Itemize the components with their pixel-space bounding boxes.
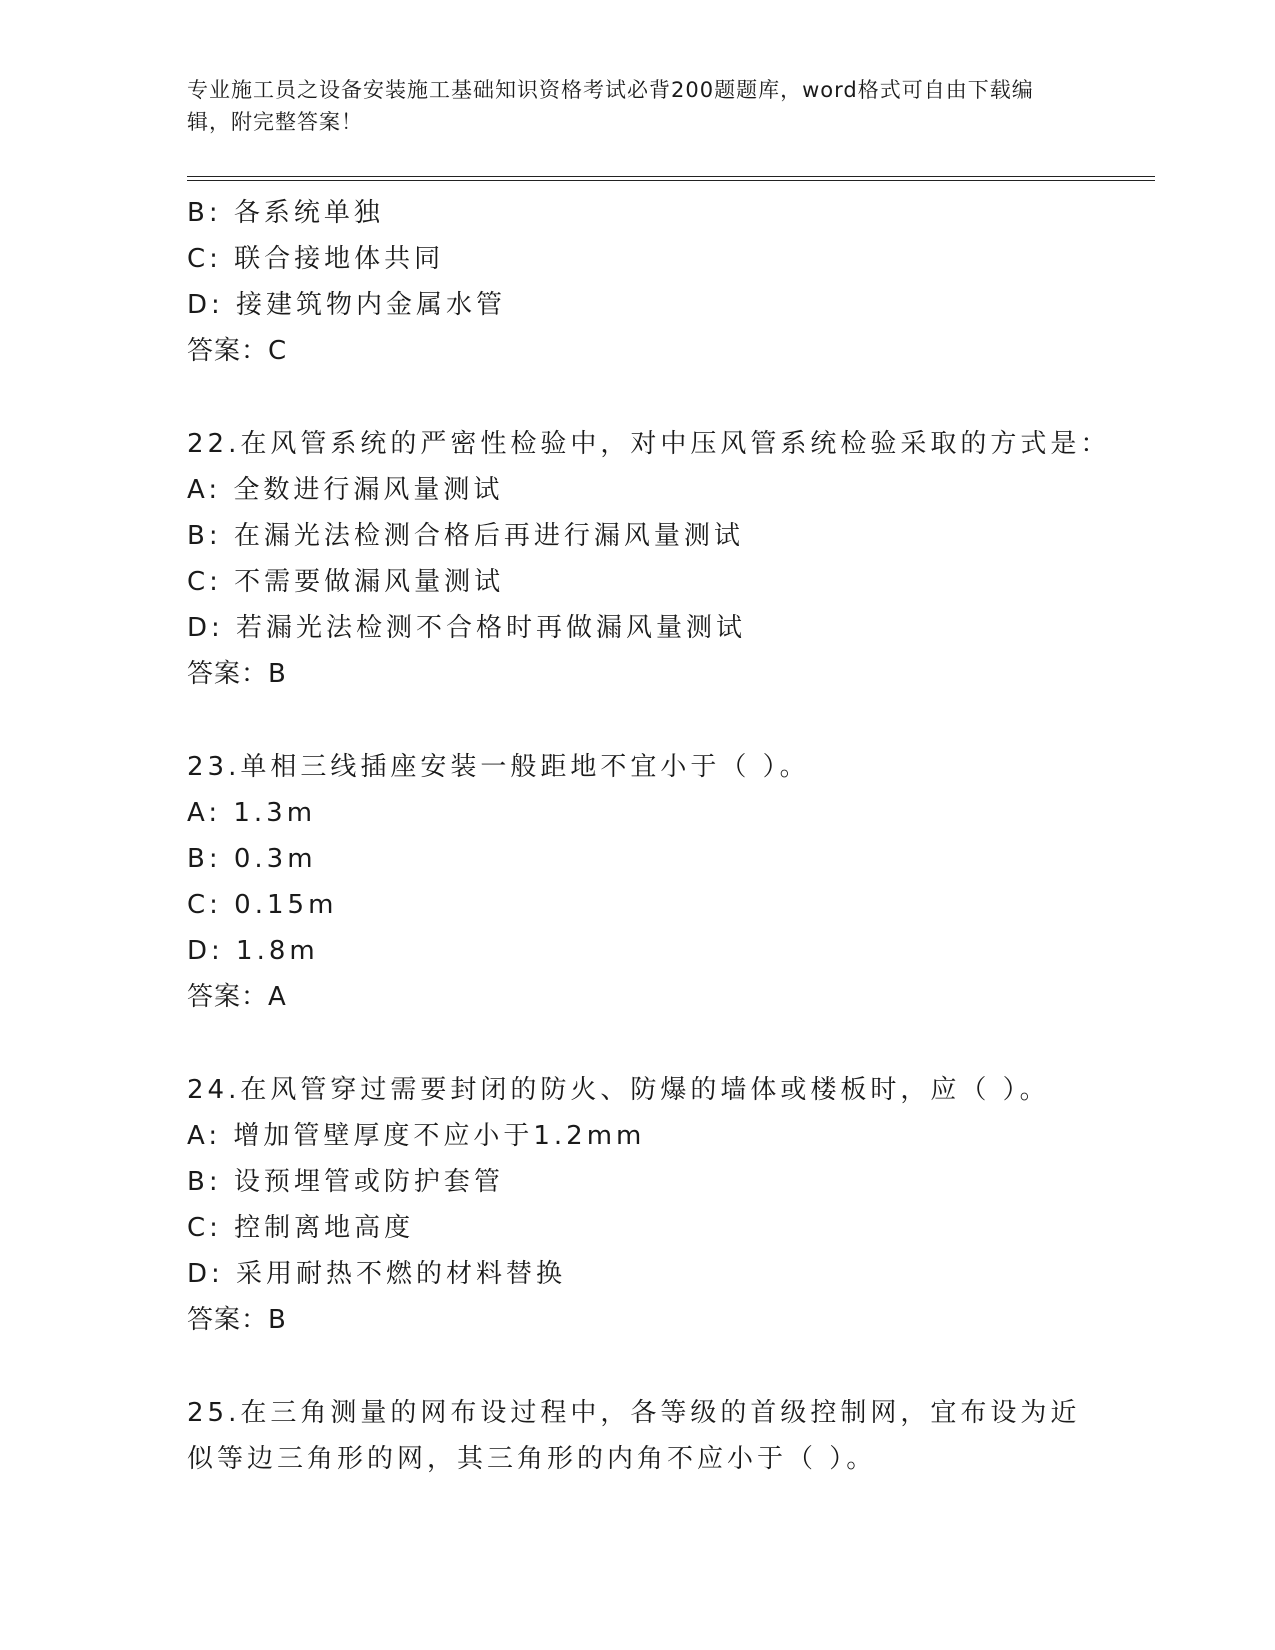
- header-divider: [187, 176, 1155, 181]
- option-b: B: 设预埋管或防护套管: [187, 1167, 504, 1197]
- option-c: C: 控制离地高度: [187, 1213, 415, 1243]
- question-block: [187, 1390, 1087, 1482]
- question-block: [187, 744, 1087, 1020]
- question-list: [187, 190, 1111, 1482]
- question-text: 24.在风管穿过需要封闭的防火、防爆的墙体或楼板时，应（ ）。: [187, 1075, 1050, 1105]
- option-b: B: 在漏光法检测合格后再进行漏风量测试: [187, 521, 744, 551]
- continued-question-block: [187, 190, 1087, 374]
- answer-line: 答案：B: [187, 659, 287, 689]
- option-c: C: 联合接地体共同: [187, 244, 445, 274]
- question-text: 25.在三角测量的网布设过程中，各等级的首级控制网，宜布设为近似等边三角形的网，其三角形的内角不应小于（ ）。: [187, 1398, 1081, 1474]
- answer-line: 答案：C: [187, 336, 288, 366]
- option-d: D: 接建筑物内金属水管: [187, 290, 507, 320]
- document-header: 专业施工员之设备安装施工基础知识资格考试必背200题题库，word格式可自由下载编辑，附完整答案！: [187, 78, 1034, 134]
- option-b: B: 0.3m: [187, 844, 317, 874]
- question-text: 23.单相三线插座安装一般距地不宜小于（ ）。: [187, 752, 810, 782]
- option-a: A: 增加管壁厚度不应小于1.2mm: [187, 1121, 646, 1151]
- option-c: C: 不需要做漏风量测试: [187, 567, 505, 597]
- option-a: A: 1.3m: [187, 798, 317, 828]
- question-text: 22.在风管系统的严密性检验中，对中压风管系统检验采取的方式是：: [187, 429, 1111, 459]
- option-d: D: 采用耐热不燃的材料替换: [187, 1259, 567, 1289]
- option-d: D: 若漏光法检测不合格时再做漏风量测试: [187, 613, 747, 643]
- option-d: D: 1.8m: [187, 936, 319, 966]
- question-block: [187, 421, 1111, 697]
- answer-line: 答案：A: [187, 982, 287, 1012]
- option-c: C: 0.15m: [187, 890, 338, 920]
- option-b: B: 各系统单独: [187, 198, 384, 228]
- question-block: [187, 1067, 1087, 1343]
- answer-line: 答案：B: [187, 1305, 287, 1335]
- option-a: A: 全数进行漏风量测试: [187, 475, 504, 505]
